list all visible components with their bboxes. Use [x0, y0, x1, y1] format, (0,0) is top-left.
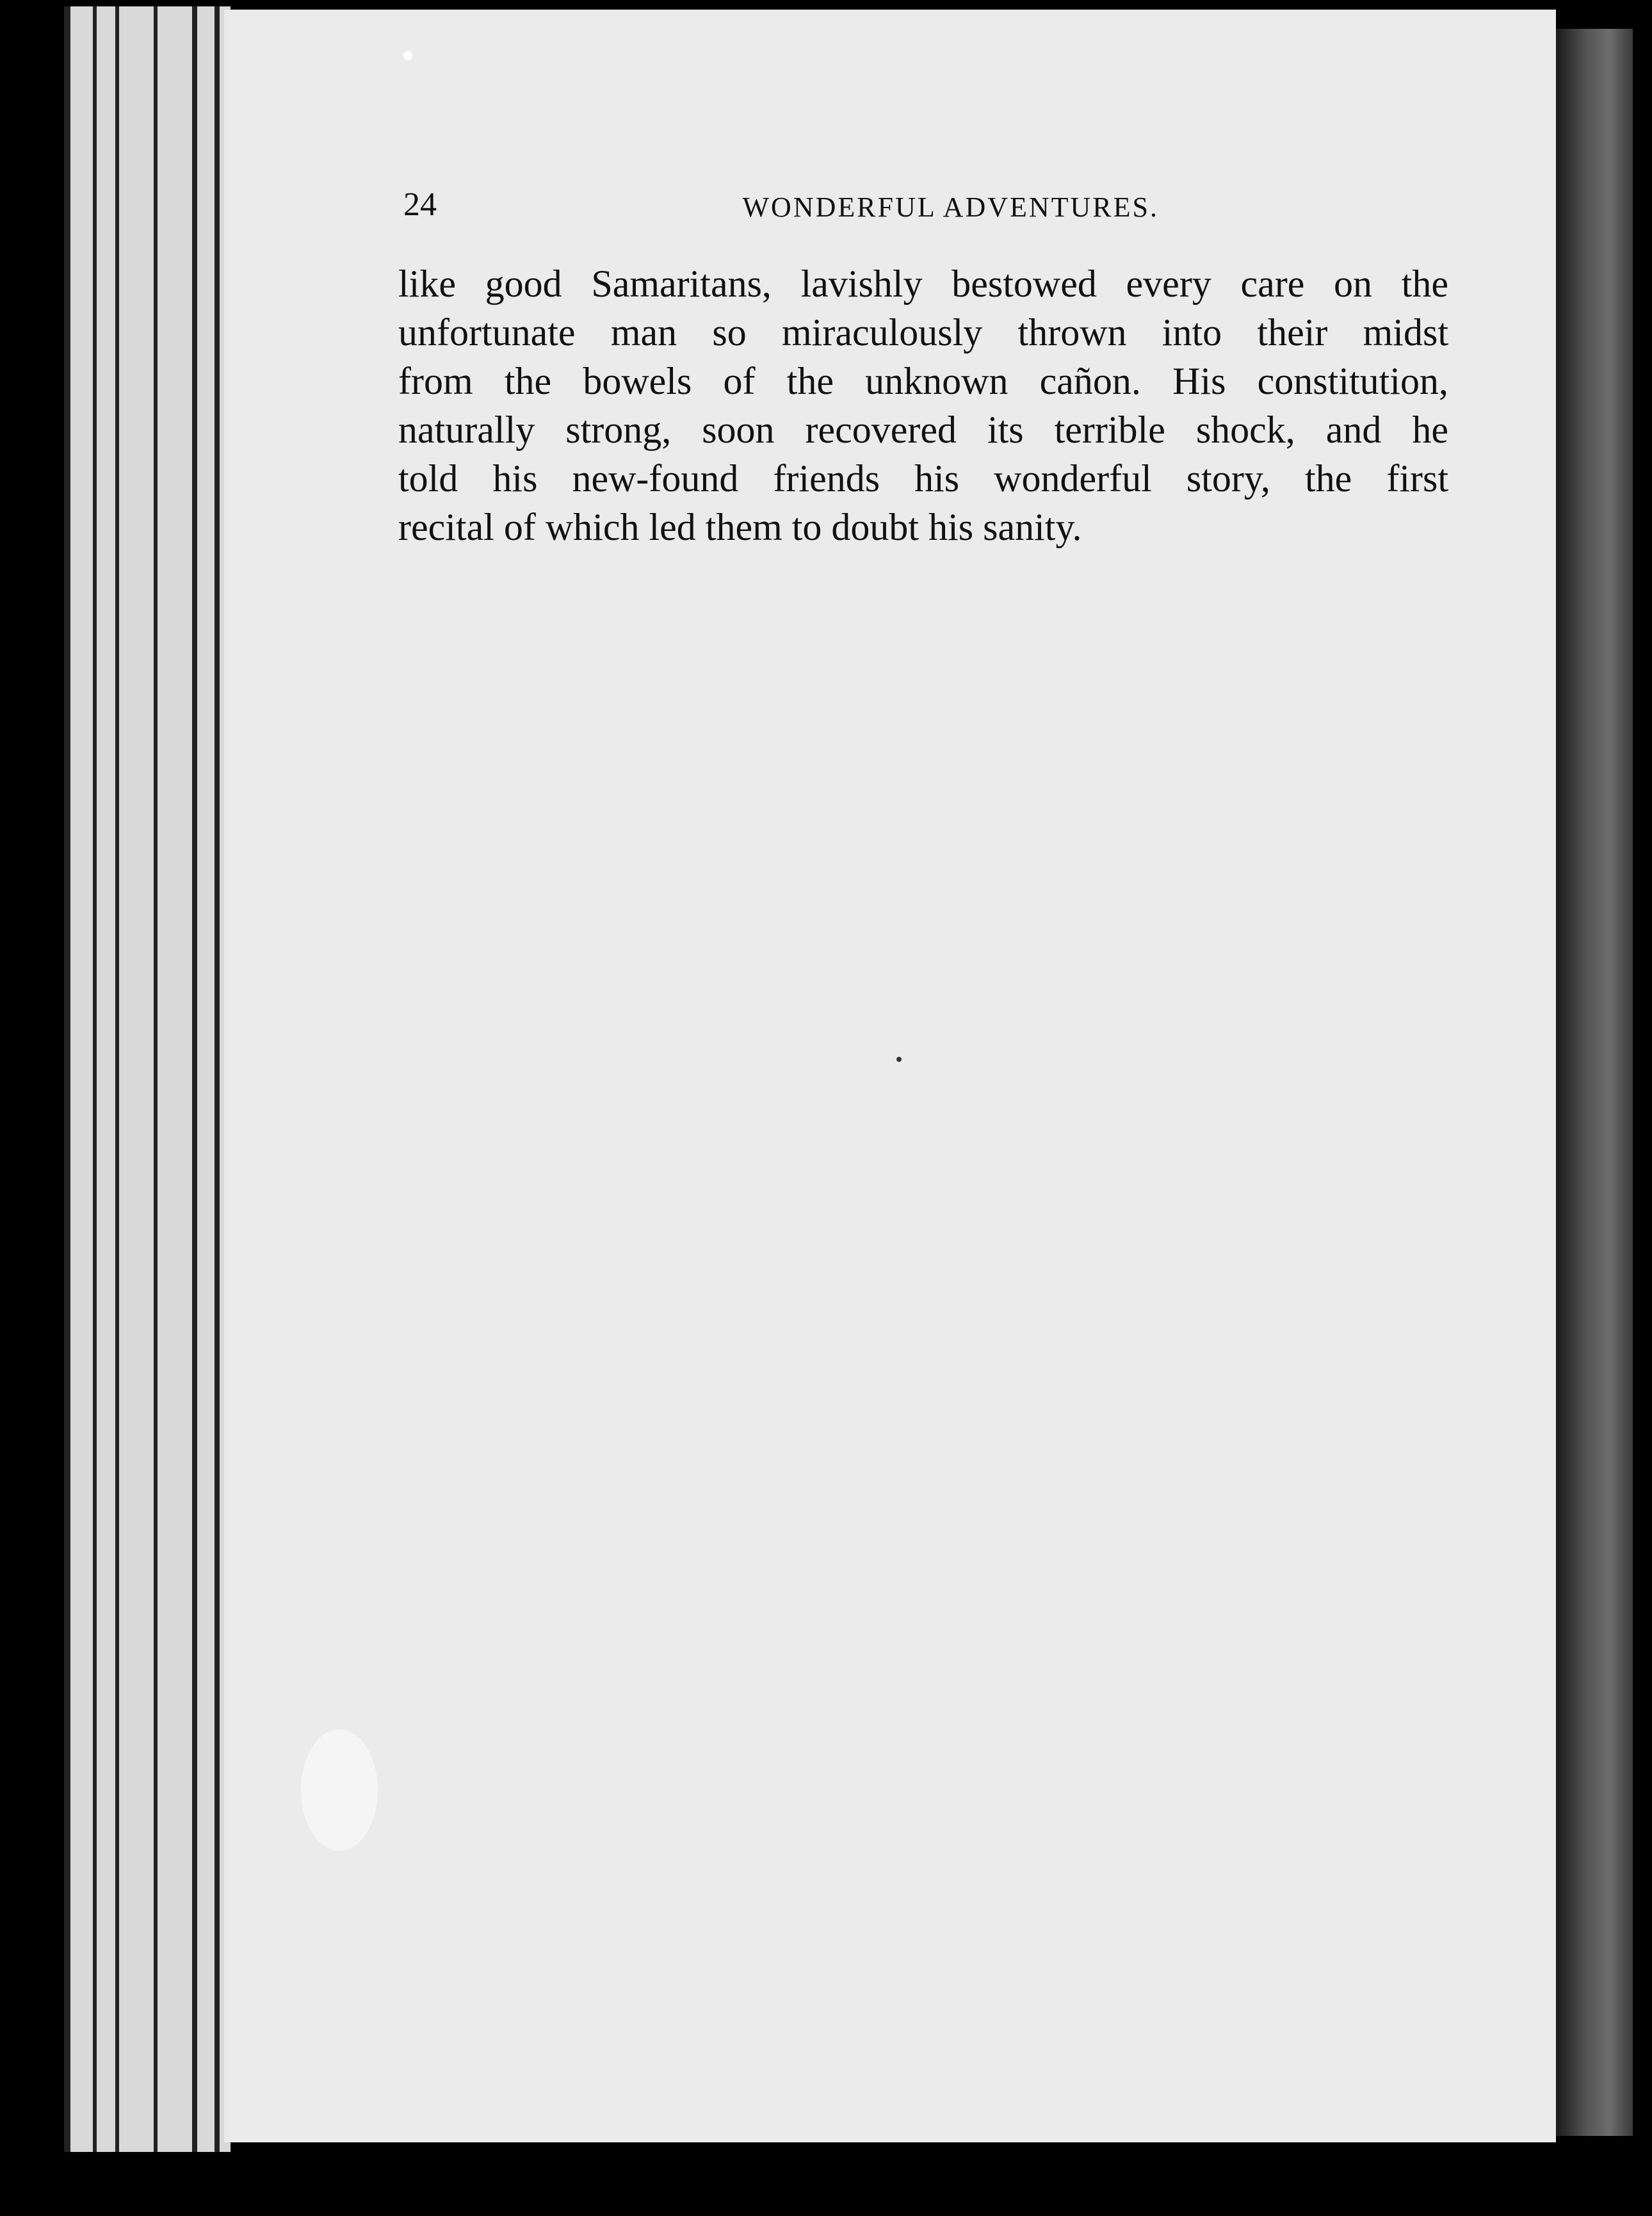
paper-smudge — [301, 1729, 378, 1851]
text-line: unfortunate man so miraculously thrown into their midst — [398, 311, 1448, 354]
text-line: recital of which led them to doubt his sanity. — [398, 506, 1082, 548]
text-line: told his new-found friends his wonderful story, the first — [398, 457, 1448, 500]
facing-page-edge — [1556, 29, 1633, 2136]
page-edges — [64, 6, 231, 2152]
page-number: 24 — [403, 186, 437, 223]
page-header — [403, 186, 1159, 237]
running-head: WONDERFUL ADVENTURES. — [742, 191, 1159, 223]
text-line: naturally strong, soon recovered its terrible shock, and he — [398, 409, 1448, 451]
paper-speck — [896, 1057, 902, 1062]
text-line: from the bowels of the unknown cañon. His constitution, — [398, 360, 1448, 402]
body-text — [398, 259, 1448, 551]
paper-speck — [403, 51, 412, 60]
text-line: like good Samaritans, lavishly bestowed every care on the — [398, 263, 1448, 305]
